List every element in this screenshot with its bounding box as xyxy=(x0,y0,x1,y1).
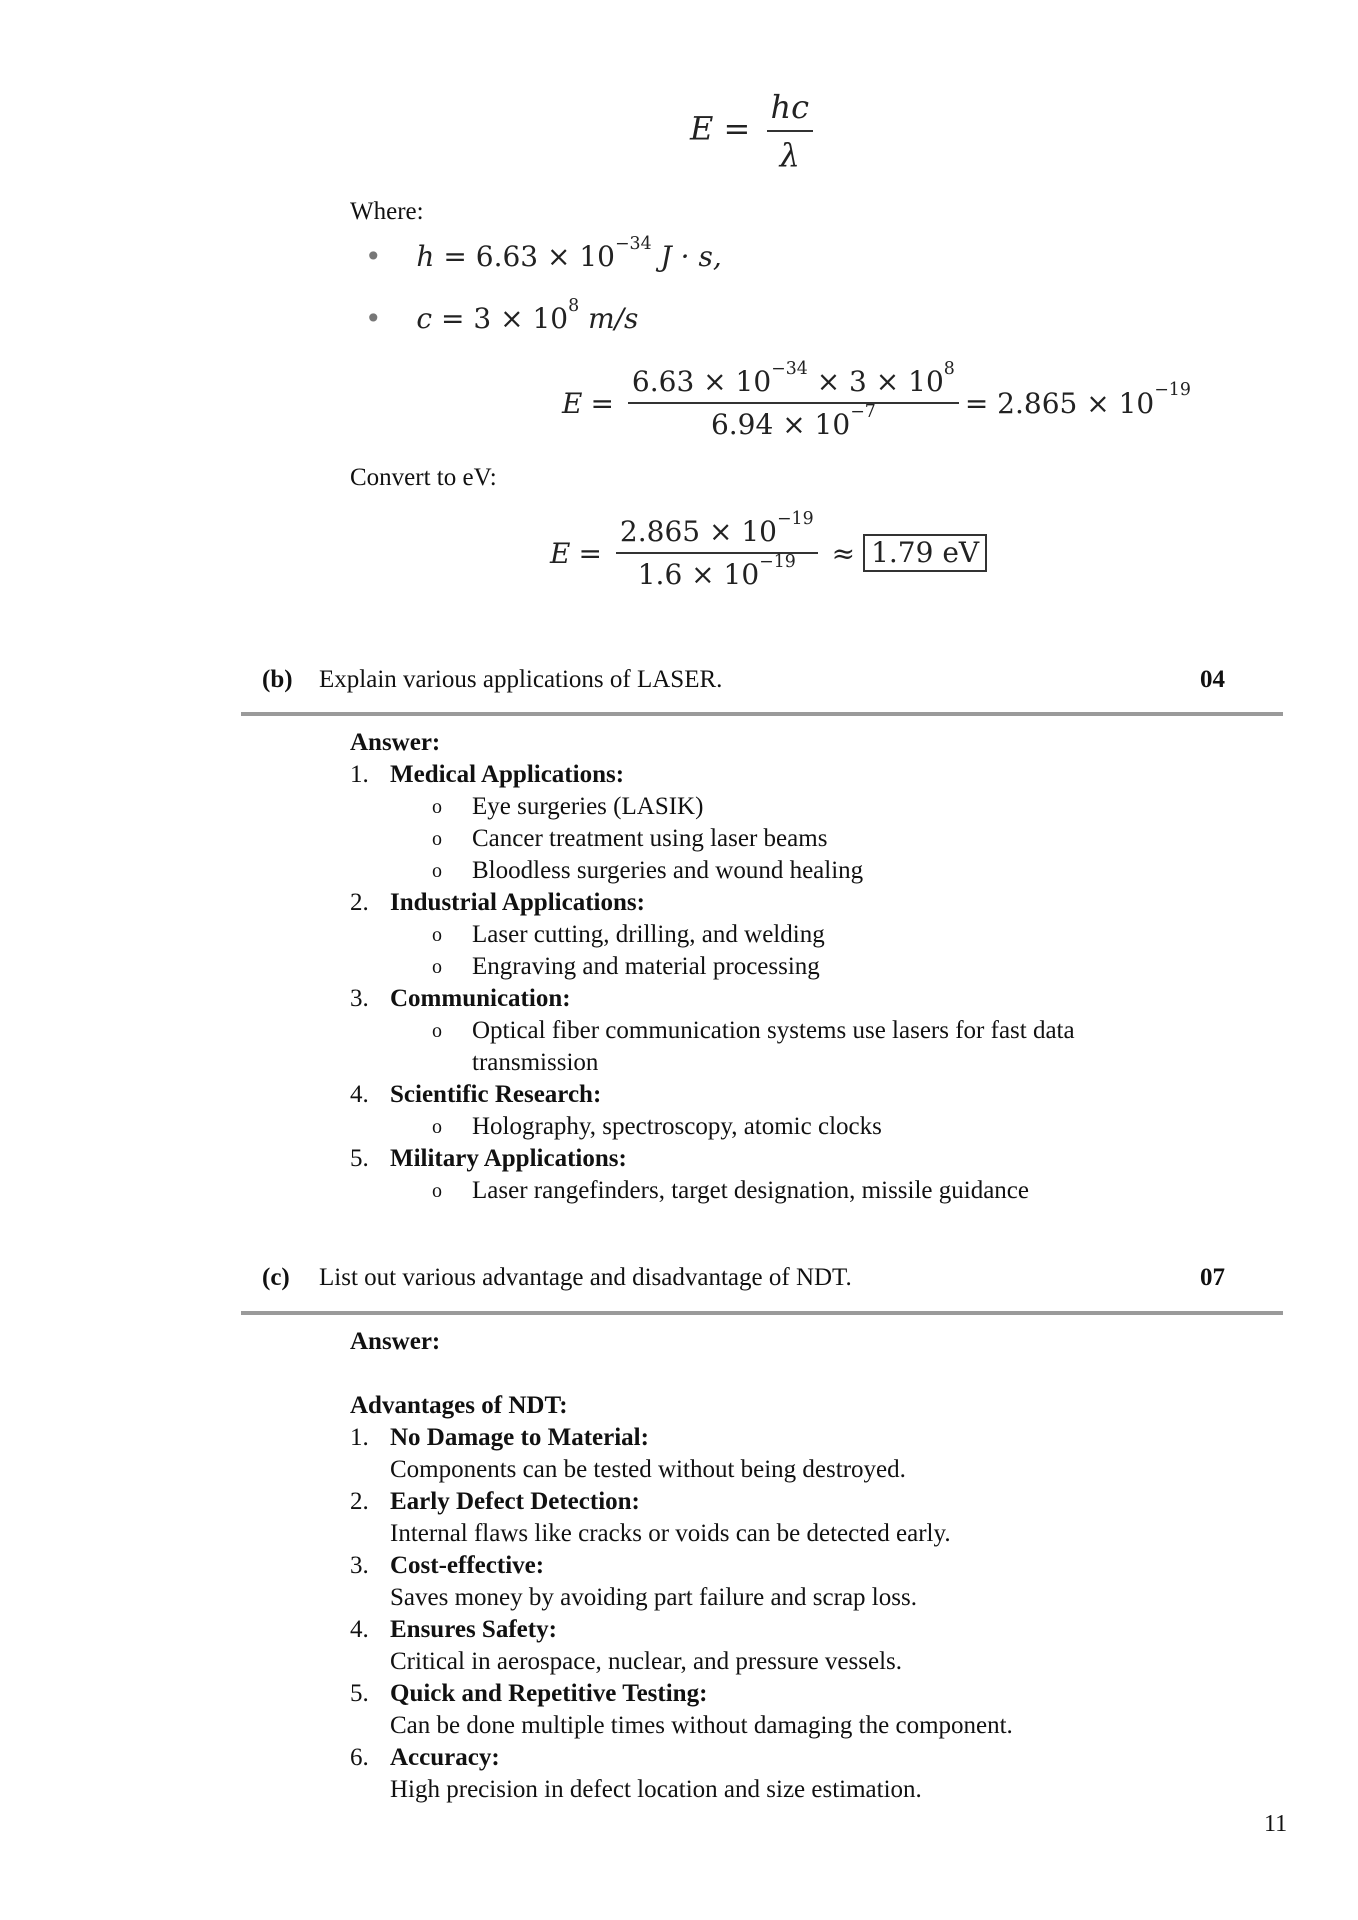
question-b-label: (b) xyxy=(262,666,293,693)
list-item-title: No Damage to Material: xyxy=(390,1424,649,1451)
sub-list-item: Optical fiber communication systems use lasers for fast data xyxy=(472,1017,1075,1044)
list-item-number: 4. xyxy=(350,1616,369,1643)
list-item-number: 5. xyxy=(350,1680,369,1707)
list-item-number: 2. xyxy=(350,889,369,916)
constant-mantissa: 3 × 10 xyxy=(473,302,569,335)
calc-eq: = xyxy=(590,386,614,420)
divider-c xyxy=(241,1311,1283,1315)
sub-list-item: Laser rangefinders, target designation, missile guidance xyxy=(472,1177,1029,1204)
list-item-title: Communication: xyxy=(390,985,571,1012)
list-item-description: Internal flaws like cracks or voids can be detected early. xyxy=(390,1520,951,1547)
calc-fraction xyxy=(616,508,818,591)
sub-bullet-icon: o xyxy=(432,860,442,882)
calc-approx: ≈ xyxy=(831,536,856,570)
sub-list-item: Cancer treatment using laser beams xyxy=(472,825,828,852)
answer-b-label: Answer: xyxy=(350,729,441,756)
constant-c xyxy=(365,295,639,335)
sub-bullet-icon: o xyxy=(432,956,442,978)
calculation-energy-ev xyxy=(550,508,987,591)
sub-bullet-icon: o xyxy=(432,828,442,850)
list-item-number: 5. xyxy=(350,1145,369,1172)
calc-fraction xyxy=(628,358,959,441)
list-item-number: 6. xyxy=(350,1744,369,1771)
calculation-energy-joules xyxy=(562,358,1191,441)
constant-eq: = xyxy=(443,240,467,273)
constant-exponent: −34 xyxy=(614,233,652,254)
constant-eq: = xyxy=(441,302,465,335)
list-item-title: Accuracy: xyxy=(390,1744,500,1771)
formula-eq: = xyxy=(723,109,751,148)
constant-h xyxy=(365,233,722,273)
formula-energy xyxy=(690,88,819,174)
calc-numerator: $2.865 \times 10^{-19}$ xyxy=(616,515,818,554)
formula-numerator: hc xyxy=(767,88,814,132)
list-item-number: 1. xyxy=(350,1424,369,1451)
formula-denominator: λ xyxy=(779,136,800,174)
list-item-title: Medical Applications: xyxy=(390,761,625,788)
sub-bullet-icon: o xyxy=(432,796,442,818)
sub-bullet-icon: o xyxy=(432,1020,442,1042)
calc-denominator: $6.94 \times 10^{-7}$ xyxy=(710,401,876,441)
list-item-description: Can be done multiple times without damaging the component. xyxy=(390,1712,1013,1739)
sub-list-item: Bloodless surgeries and wound healing xyxy=(472,857,864,884)
list-item-title: Quick and Repetitive Testing: xyxy=(390,1680,708,1707)
constant-unit: J · s, xyxy=(660,240,722,273)
constant-unit: m/s xyxy=(588,302,639,335)
bullet-icon: • xyxy=(365,240,382,273)
constant-exponent: 8 xyxy=(568,295,580,316)
calc-boxed-result: 1.79 eV xyxy=(863,534,987,572)
list-item-number: 4. xyxy=(350,1081,369,1108)
list-item-title: Military Applications: xyxy=(390,1145,627,1172)
calc-denominator: $1.6 \times 10^{-19}$ xyxy=(637,551,796,591)
list-item-number: 1. xyxy=(350,761,369,788)
sub-list-item: Engraving and material processing xyxy=(472,953,820,980)
answer-c-label: Answer: xyxy=(350,1328,441,1355)
sub-list-item: Holography, spectroscopy, atomic clocks xyxy=(472,1113,882,1140)
list-item-description: Components can be tested without being destroyed. xyxy=(390,1456,906,1483)
formula-fraction xyxy=(767,88,814,174)
list-item-number: 3. xyxy=(350,1552,369,1579)
sub-bullet-icon: o xyxy=(432,1116,442,1138)
list-item-description: Critical in aerospace, nuclear, and pressure vessels. xyxy=(390,1648,902,1675)
list-item-number: 3. xyxy=(350,985,369,1012)
bullet-icon: • xyxy=(365,302,382,335)
question-b-text: Explain various applications of LASER. xyxy=(319,666,723,693)
list-item-title: Early Defect Detection: xyxy=(390,1488,640,1515)
calc-result: = $2.865 \times 10^{-19}$ xyxy=(964,380,1191,420)
calc-eq: = xyxy=(578,536,602,570)
sub-bullet-icon: o xyxy=(432,924,442,946)
calc-lhs: E xyxy=(562,386,583,420)
list-item-description: Saves money by avoiding part failure and scrap loss. xyxy=(390,1584,917,1611)
question-b-marks: 04 xyxy=(1200,666,1225,693)
constant-var: h xyxy=(416,240,435,273)
sub-bullet-icon: o xyxy=(432,1180,442,1202)
list-item-title: Ensures Safety: xyxy=(390,1616,557,1643)
where-label: Where: xyxy=(350,198,424,225)
list-item-number: 2. xyxy=(350,1488,369,1515)
formula-lhs: E xyxy=(690,109,714,148)
constant-mantissa: 6.63 × 10 xyxy=(475,240,615,273)
question-c-text: List out various advantage and disadvantage of NDT. xyxy=(319,1264,852,1291)
calc-lhs: E xyxy=(550,536,571,570)
list-item-title: Scientific Research: xyxy=(390,1081,602,1108)
convert-label: Convert to eV: xyxy=(350,464,497,491)
sub-list-item: Laser cutting, drilling, and welding xyxy=(472,921,825,948)
sub-list-item: transmission xyxy=(472,1049,599,1076)
list-item-title: Industrial Applications: xyxy=(390,889,645,916)
advantages-heading: Advantages of NDT: xyxy=(350,1392,568,1419)
page-number: 11 xyxy=(1264,1811,1288,1837)
constant-var: c xyxy=(416,302,433,335)
list-item-title: Cost-effective: xyxy=(390,1552,545,1579)
sub-list-item: Eye surgeries (LASIK) xyxy=(472,793,704,820)
list-item-description: High precision in defect location and size estimation. xyxy=(390,1776,922,1803)
question-c-label: (c) xyxy=(262,1264,290,1291)
calc-numerator: $6.63 \times 10^{-34} \times 3 \times 10^8$ xyxy=(628,365,959,404)
question-c-marks: 07 xyxy=(1200,1264,1225,1291)
divider-b xyxy=(241,712,1283,716)
